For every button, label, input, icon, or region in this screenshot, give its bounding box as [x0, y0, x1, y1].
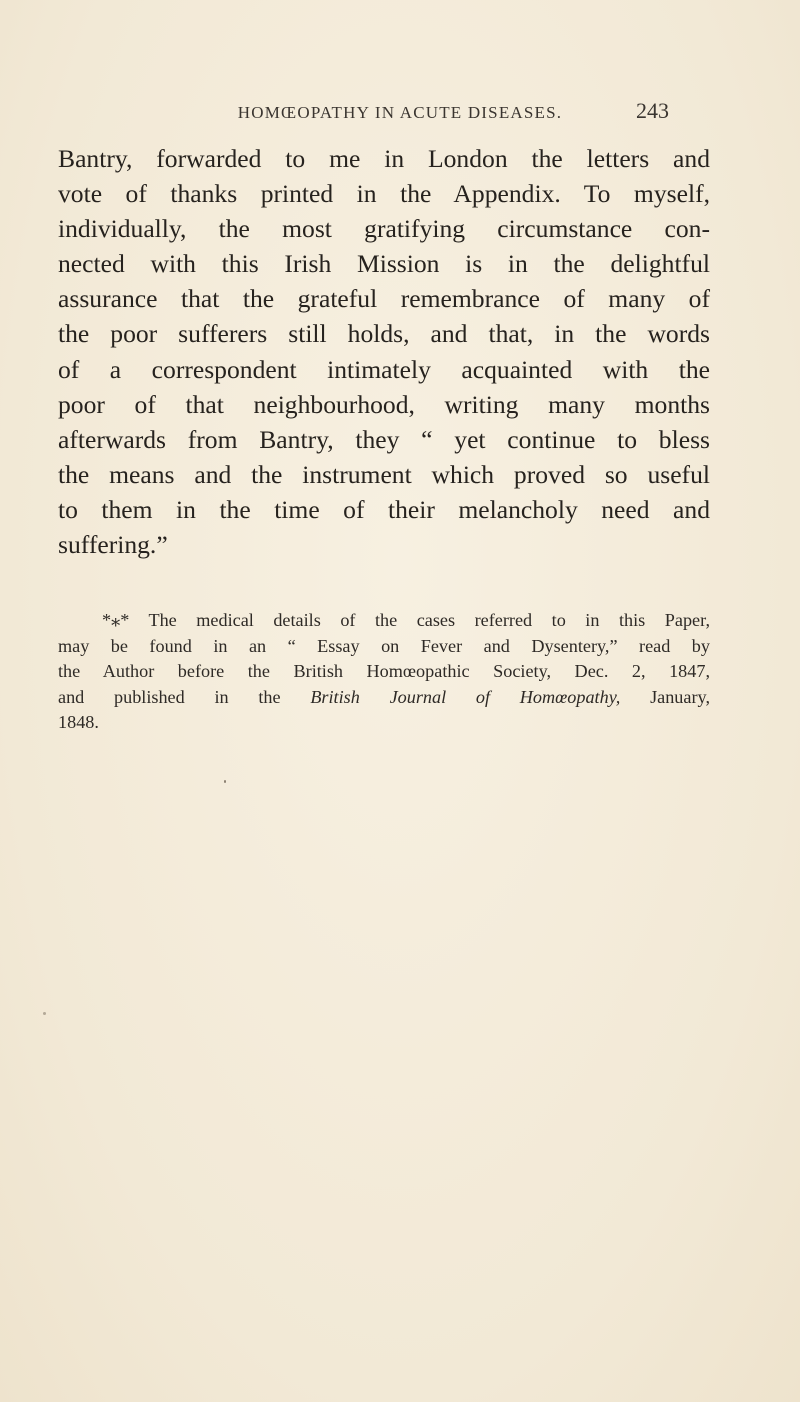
paper-speck [224, 780, 226, 783]
footnote-line [58, 685, 710, 711]
text-line: the poor sufferers still holds, and that, in the words [58, 319, 710, 349]
footnote-text: January, [620, 686, 710, 707]
text-line: Bantry, forwarded to me in London the letters and [58, 144, 710, 173]
text-line: of a correspondent intimately acquainted with the [58, 354, 710, 384]
footnote-line: the Author before the British Homœopathic Society, Dec. 2, 1847, [58, 661, 710, 681]
footnote-line: may be found in an “ Essay on Fever and Dysentery,” read by [58, 635, 710, 656]
footnote-text: and published in the [58, 686, 311, 707]
text-line: the means and the instrument which proved so useful [58, 459, 710, 489]
footnote-line: 1848. [58, 712, 99, 732]
text-line: individually, the most gratifying circumstance con- [58, 214, 710, 244]
journal-title: British Journal of Homœopathy, [310, 686, 621, 707]
body-paragraph [58, 141, 710, 562]
footnote-line: *⁎* The medical details of the cases referred to in this Paper, [102, 610, 710, 630]
text-line: vote of thanks printed in the Appendix. To myself, [58, 179, 710, 209]
text-line: assurance that the grateful remembrance of many of [58, 284, 710, 314]
page-number: 243 [636, 98, 669, 123]
text-line: nected with this Irish Mission is in the delightful [58, 249, 710, 279]
footnote [58, 608, 710, 736]
text-line: afterwards from Bantry, they “ yet continue to bless [58, 424, 710, 454]
text-line: to them in the time of their melancholy need and [58, 494, 710, 524]
text-line: suffering.” [58, 530, 168, 560]
text-line: poor of that neighbourhood, writing many months [58, 389, 710, 419]
paper-speck [43, 1012, 46, 1015]
running-head: HOMŒOPATHY IN ACUTE DISEASES. [237, 103, 563, 122]
